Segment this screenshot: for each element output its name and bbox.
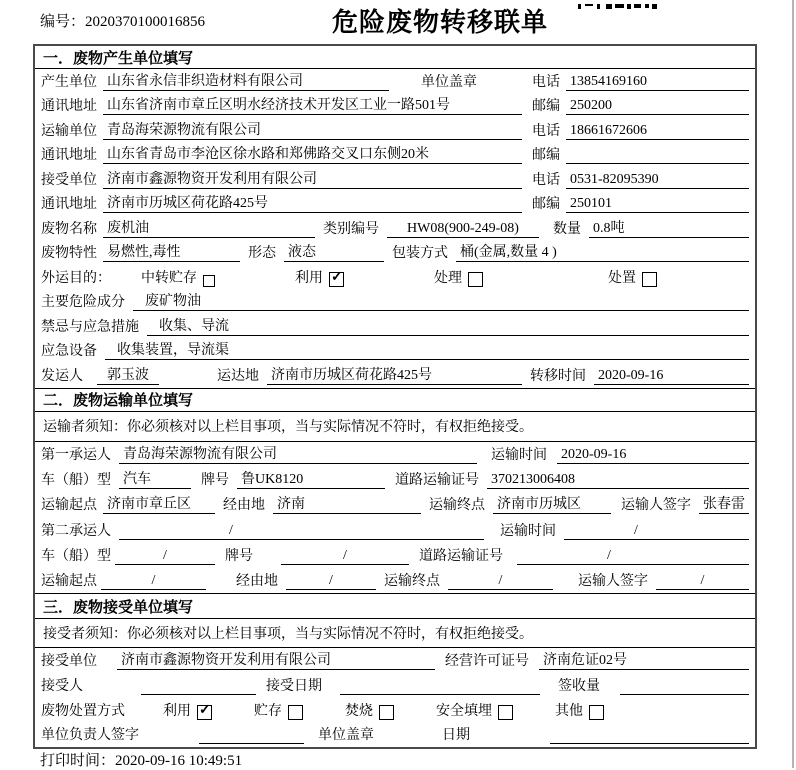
- field-label: 接受单位: [41, 654, 97, 670]
- field-label: 禁忌与应急措施: [41, 319, 139, 335]
- transporter-notice: 运输者须知：你必须核对以上栏目事项，当与实际情况不符时，有权拒绝接受。: [35, 412, 755, 442]
- transport-time-label: 运输时间: [500, 523, 556, 539]
- receiver-address-row: [35, 192, 755, 217]
- carrier-sign-label: 运输人签字: [578, 574, 648, 590]
- section2-header: 二．废物运输单位填写: [35, 388, 755, 412]
- field-label: 运输起点: [41, 574, 97, 590]
- first-carrier-row: [35, 442, 755, 467]
- transfer-time-label: 转移时间: [530, 368, 586, 384]
- phone-label: 电话: [532, 123, 560, 139]
- road-permit-label: 道路运输证号: [395, 473, 479, 489]
- field-label: 接受单位: [41, 172, 97, 188]
- checkbox-incinerate: [379, 705, 394, 720]
- accept-unit-row: [35, 648, 755, 673]
- receiver-zip-value: 250101: [566, 196, 749, 213]
- checkbox-utilize: [329, 272, 344, 287]
- waste-character-row: [35, 241, 755, 266]
- option-label: 焚烧: [345, 703, 373, 719]
- date-label: 日期: [442, 728, 470, 744]
- first-carrier-value: 青岛海荣源物流有限公司: [119, 443, 477, 464]
- purpose-label: 外运目的：: [41, 270, 111, 286]
- route-row-2: [35, 568, 755, 593]
- route-end-value-2: /: [448, 573, 553, 590]
- license-value: 济南危证02号: [539, 649, 749, 670]
- via-value-2: /: [286, 573, 376, 590]
- license-label: 经营许可证号: [445, 654, 529, 670]
- plate-label: 牌号: [225, 548, 253, 564]
- option-label: 处理: [434, 270, 462, 286]
- page-title: 危险废物转移联单: [331, 8, 548, 37]
- waste-name-value: 废机油: [103, 217, 315, 238]
- hazard-component-value: 废矿物油: [133, 290, 749, 311]
- via-label: 经由地: [236, 574, 278, 590]
- field-label: 车（船）型: [41, 473, 111, 489]
- via-label: 经由地: [223, 498, 265, 514]
- plate-value-2: /: [281, 548, 409, 565]
- field-label: 运输起点: [41, 498, 97, 514]
- transport-time-label: 运输时间: [491, 447, 547, 463]
- zip-label: 邮编: [532, 99, 560, 114]
- field-label: 主要危险成分: [41, 295, 125, 310]
- checkbox-landfill: [498, 705, 513, 720]
- field-label: 单位负责人签字: [41, 728, 139, 744]
- checkbox-utilize-2: [197, 705, 212, 720]
- transport-time-value: 2020-09-16: [557, 447, 749, 464]
- destination-value: 济南市历城区荷花路425号: [267, 364, 522, 385]
- accept-person-value: [141, 678, 256, 695]
- checkbox-other: [589, 705, 604, 720]
- via-value: 济南: [273, 493, 421, 514]
- checkbox-storage: [288, 705, 303, 720]
- field-label: 产生单位: [41, 74, 97, 90]
- producer-phone-value: 13854169160: [566, 74, 749, 91]
- producer-address-value: 山东省济南市章丘区明水经济技术开发区工业一路501号: [103, 94, 522, 115]
- road-permit-value: 370213006408: [487, 472, 749, 489]
- field-label: 第二承运人: [41, 523, 111, 539]
- checkbox-treat: [468, 272, 483, 287]
- transporter-phone-value: 18661672606: [566, 123, 749, 140]
- receiver-address-value: 济南市历城区荷花路425号: [103, 192, 522, 213]
- field-label: 应急设备: [41, 344, 97, 359]
- phone-label: 电话: [532, 74, 560, 90]
- quantity-label: 数量: [553, 221, 581, 237]
- checkbox-transit-storage: [203, 275, 215, 287]
- print-time-label: 打印时间：: [40, 753, 116, 769]
- form-value: 液态: [284, 241, 384, 262]
- vehicle-type-value-2: /: [115, 548, 215, 565]
- option-label: 其他: [555, 703, 583, 719]
- vehicle-type-value: 汽车: [119, 468, 191, 489]
- packing-value: 桶(金属,数量 4 ): [456, 241, 749, 262]
- destination-label: 运达地: [217, 368, 259, 384]
- vehicle-type-row-1: [35, 467, 755, 492]
- waste-character-value: 易燃性,毒性: [103, 241, 240, 262]
- receiver-unit-value: 济南市鑫源物资开发利用有限公司: [103, 168, 522, 189]
- second-carrier-value: /: [119, 523, 484, 540]
- route-start-value: 济南市章丘区: [103, 493, 215, 514]
- vehicle-type-row-2: [35, 543, 755, 568]
- quantity-value: 0.8吨: [589, 217, 749, 238]
- field-label: 通讯地址: [41, 99, 97, 114]
- option-label: 安全填埋: [436, 703, 492, 719]
- transporter-unit-value: 青岛海荣源物流有限公司: [103, 119, 522, 140]
- transfer-purpose-row: [35, 265, 755, 290]
- producer-unit-row: [35, 69, 755, 94]
- qr-code-fragment-icon: [578, 0, 657, 9]
- route-start-value-2: /: [101, 573, 206, 590]
- consignor-row: [35, 363, 755, 388]
- responsible-sign-value: [199, 727, 304, 744]
- accept-unit-value: 济南市鑫源物资开发利用有限公司: [117, 649, 435, 670]
- field-label: 发运人: [41, 368, 83, 384]
- road-permit-value-2: /: [517, 548, 749, 565]
- unit-seal-label: 单位盖章: [421, 74, 477, 90]
- second-carrier-row: [35, 517, 755, 542]
- form-label: 形态: [248, 246, 276, 261]
- transporter-unit-row: [35, 118, 755, 143]
- producer-zip-value: 250200: [566, 98, 749, 115]
- zip-label: 邮编: [532, 197, 560, 212]
- taboo-measures-row: [35, 314, 755, 339]
- hazard-component-row: [35, 290, 755, 315]
- consignor-value: 郭玉波: [97, 364, 159, 385]
- field-label: 通讯地址: [41, 197, 97, 212]
- transfer-time-value: 2020-09-16: [594, 368, 749, 385]
- field-label: 通讯地址: [41, 148, 97, 163]
- serial-value: 2020370100016856: [85, 14, 206, 30]
- transporter-zip-value: [566, 147, 749, 164]
- field-label: 运输单位: [41, 123, 97, 139]
- responsible-sign-row: [35, 723, 755, 748]
- route-row-1: [35, 492, 755, 517]
- taboo-measures-value: 收集、导流: [147, 315, 749, 336]
- transporter-address-row: [35, 143, 755, 168]
- option-label: 贮存: [254, 703, 282, 719]
- plate-value: 鲁UK8120: [237, 468, 385, 489]
- signed-quantity-value: [620, 678, 749, 695]
- waste-name-row: [35, 216, 755, 241]
- route-end-label: 运输终点: [384, 574, 440, 590]
- date-value: [550, 727, 749, 744]
- section1-header: 一．废物产生单位填写: [35, 46, 755, 69]
- packing-label: 包装方式: [392, 246, 448, 261]
- category-code-label: 类别编号: [323, 221, 379, 237]
- field-label: 车（船）型: [41, 548, 111, 564]
- option-label: 利用: [295, 270, 323, 286]
- print-time-value: 2020-09-16 10:49:51: [115, 753, 243, 769]
- serial-label: 编号：: [40, 14, 86, 30]
- field-label: 接受人: [41, 678, 83, 694]
- disposal-method-row: [35, 698, 755, 723]
- receiver-notice: 接受者须知：你必须核对以上栏目事项，当与实际情况不符时，有权拒绝接受。: [35, 619, 755, 648]
- section3-header: 三．废物接受单位填写: [35, 593, 755, 619]
- checkbox-dispose: [642, 272, 657, 287]
- carrier-sign-value: 张春雷: [699, 493, 749, 514]
- producer-address-row: [35, 94, 755, 119]
- transporter-address-value: 山东省青岛市李沧区徐水路和郑佛路交叉口东侧20米: [103, 143, 522, 164]
- receiver-unit-row: [35, 167, 755, 192]
- accept-date-value: [340, 678, 540, 695]
- print-time: [40, 749, 242, 770]
- route-end-value: 济南市历城区: [493, 493, 611, 514]
- transport-time-value-2: /: [564, 523, 749, 540]
- accept-person-row: [35, 673, 755, 698]
- option-label: 处置: [608, 270, 636, 286]
- route-end-label: 运输终点: [429, 498, 485, 514]
- accept-date-label: 接受日期: [266, 678, 322, 694]
- plate-label: 牌号: [201, 473, 229, 489]
- emergency-equipment-row: [35, 339, 755, 364]
- field-label: 第一承运人: [41, 447, 111, 463]
- option-label: 中转贮存: [141, 270, 197, 286]
- field-label: 废物特性: [41, 246, 97, 261]
- option-label: 利用: [163, 703, 191, 719]
- carrier-sign-label: 运输人签字: [621, 498, 691, 514]
- manifest-form: [33, 44, 757, 749]
- road-permit-label: 道路运输证号: [419, 548, 503, 564]
- disposal-label: 废物处置方式: [41, 703, 125, 719]
- signed-quantity-label: 签收量: [558, 678, 600, 694]
- emergency-equipment-value: 收集装置，导流渠: [105, 339, 749, 360]
- unit-seal-label: 单位盖章: [318, 728, 374, 744]
- page-edge-divider: [792, 0, 794, 768]
- phone-label: 电话: [532, 172, 560, 188]
- carrier-sign-value-2: /: [656, 573, 749, 590]
- field-label: 废物名称: [41, 221, 97, 237]
- zip-label: 邮编: [532, 148, 560, 163]
- producer-unit-value: 山东省永信非织造材料有限公司: [103, 70, 389, 91]
- category-code-value: HW08(900-249-08): [387, 221, 539, 238]
- receiver-phone-value: 0531-82095390: [566, 172, 749, 189]
